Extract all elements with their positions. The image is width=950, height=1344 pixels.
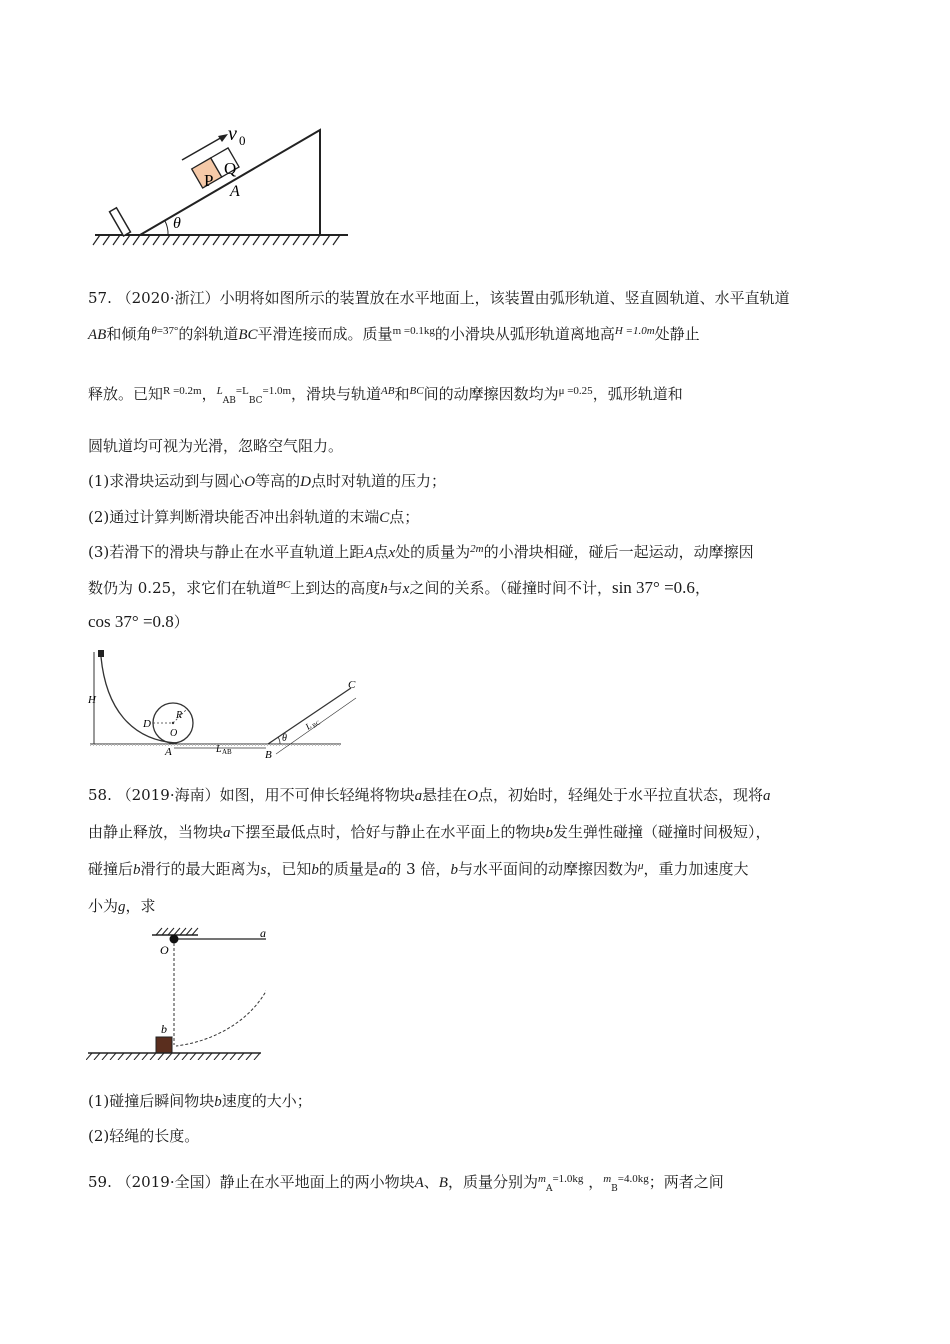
q58-line3 [88,859,749,881]
q57-t: ，弧形轨道和 [592,385,683,403]
q57-t: 数仍为 0.25，求它们在轨道 [88,579,277,597]
q57-t: 处的质量为 [395,543,471,561]
fig2-H: H [88,694,96,706]
q57-cos: cos 37° =0.8 [88,612,174,631]
q57-part3c [88,612,189,632]
q57-t: 与 [387,579,403,597]
q58-t: (1)碰撞后瞬间物块 [88,1092,215,1110]
q58-v: O [467,788,478,804]
figure-pendulum [86,925,266,1060]
q57-t: 点； [389,508,420,526]
q57-t: 点 [373,543,389,561]
q57-t: (2)通过计算判断滑块能否冲出斜轨道的末端 [88,508,380,526]
q59-t: 静止在水平地面上的两小物块 [219,1173,415,1191]
fig2-A: A [165,746,172,758]
q58-v: b [311,862,319,878]
q57-t: 间的动摩擦因数均为 [423,385,559,403]
q58-line1 [88,785,770,806]
q57-2m: 2m [470,543,484,555]
q59-v: A [414,1175,424,1191]
q58-part1 [88,1091,312,1112]
q57-t: 上到达的高度 [290,579,381,597]
q57-d: D [300,474,311,490]
q57-x: x [388,545,396,561]
q58-line2 [88,822,771,843]
q57-t: 的小滑块从弧形轨道离地高 [434,325,615,343]
fig2-C: C [348,679,356,691]
q58-t: ，重力加速度大 [643,860,749,878]
q59-v: B [438,1175,448,1191]
q57-t: 点时对轨道的压力； [310,472,446,490]
q57-part2 [88,507,419,528]
figure-incline-pq [90,118,355,248]
q58-v: a [762,788,771,804]
q58-v: b [133,862,141,878]
fig2-R: R [176,710,183,721]
figure-track [86,648,361,760]
q58-t: ，求 [125,897,156,915]
q57-t: 处静止 [654,325,700,343]
q58-g: g [118,899,126,915]
q58-t: 如图，用不可伸长轻绳将物块 [219,786,415,804]
q59-source: （2019·全国） [116,1173,220,1191]
q59-t: 、 [423,1173,439,1191]
fig2-lbc-sub: BC [311,720,322,730]
q57-t: ， [201,385,217,403]
q57-t: 和倾角 [106,325,152,343]
fig2-lab: L [216,744,222,755]
q59-t: ；两者之间 [648,1173,724,1191]
q57-text: 小明将如图所示的装置放在水平地面上，该装置由弧形轨道、竖直圆轨道、水平直轨道 [219,289,790,307]
q57-t: 平滑连接而成。质量 [257,325,393,343]
fig3-O: O [160,943,169,957]
q58-t: 点，初始时，轻绳处于水平拉直状态，现将 [477,786,763,804]
q58-t: 小为 [88,897,119,915]
fig2-lbc: L [303,720,314,732]
q57-source: （2020·浙江） [116,289,220,307]
q58-v: b [214,1094,222,1110]
q58-v: a [223,825,231,841]
q59-t: ， [588,1173,604,1191]
q57-lval: =1.0m [262,385,292,397]
fig2-B: B [265,749,272,760]
q58-t: 下摆至最低点时，恰好与静止在水平面上的物块 [230,823,546,841]
q57-ab: AB [88,327,107,343]
q58-t: 滑行的最大距离为 [140,860,261,878]
q57-line4: 圆轨道均可视为光滑，忽略空气阻力。 [88,437,344,455]
q57-t: 之间的关系。（碰撞时间不计， [409,579,612,597]
q58-v: a [378,862,387,878]
q57-o: O [244,474,256,490]
q57-t: 的小滑块相碰，碰后一起运动，动摩擦因 [483,543,754,561]
q59-number: 59. [88,1173,112,1191]
fig3-a: a [260,926,266,940]
q57-t: 和 [394,385,410,403]
q57-part3 [88,542,754,564]
fig2-theta: θ [282,733,287,744]
fig1-Q: Q [224,159,237,178]
q57-mass: m =0.1kg [392,325,435,337]
q57-t: (1)求滑块运动到与圆心 [88,472,245,490]
q59-mb-sub: B [611,1184,618,1194]
q58-t: 与水平面间的动摩擦因数为 [458,860,639,878]
q58-t: 的 3 倍， [386,860,451,878]
q57-a: A [364,545,374,561]
q58-t: 的质量是 [318,860,379,878]
q59-ma: m [537,1173,546,1185]
q57-mu: μ =0.25 [558,385,593,397]
q57-bc2: BC [409,385,424,397]
q58-mu: μ [638,860,644,872]
q57-ab2: AB [381,385,395,397]
q58-v: b [545,825,554,841]
fig1-P: P [204,171,214,190]
fig2-lab-sub: AB [222,748,232,756]
q57-lsub: BC [248,396,263,406]
q58-v: b [450,862,458,878]
q58-number: 58. [88,786,112,804]
q58-t: ，已知 [266,860,312,878]
q57-height: H =1.0m [614,325,655,337]
q59-line1 [88,1172,724,1199]
q57-t: 释放。已知 [88,385,164,403]
q58-t: 发生弹性碰撞（碰撞时间极短）， [553,823,771,841]
q58-line4 [88,896,156,917]
fig2-O: O [170,728,178,739]
q57-c: C [379,510,390,526]
q57-h: h [380,581,388,597]
q58-v: s [260,862,267,878]
q57-leq: =L [235,385,249,397]
q57-part1 [88,471,446,492]
fig1-theta: θ [173,215,181,232]
q57-t: 等高的 [255,472,301,490]
fig3-b: b [161,1022,167,1036]
q57-part3b [88,578,710,600]
q58-t: 速度的大小； [221,1092,312,1110]
q58-t: 悬挂在 [422,786,468,804]
q59-mb: m [603,1173,612,1185]
q59-ma-val: =1.0kg [552,1173,584,1185]
q57-line3 [88,384,683,411]
q58-t: 由静止释放，当物块 [88,823,224,841]
q58-t: 碰撞后 [88,860,134,878]
q58-part2: (2)轻绳的长度。 [88,1127,200,1145]
q57-t: 的斜轨道 [178,325,239,343]
q58-source: （2019·海南） [116,786,220,804]
q58-v: a [414,788,423,804]
q57-number: 57. [88,289,112,307]
q57-radius: R =0.2m [163,385,202,397]
q57-theta: θ [151,325,157,337]
q59-ma-sub: A [545,1184,553,1194]
fig1-v0-sub: 0 [239,133,246,148]
fig1-A: A [230,183,240,200]
q57-line2 [88,324,700,346]
q57-l: L [216,385,223,397]
q57-t: ， [694,579,710,597]
q57-theta-val: =37° [156,325,179,337]
q57-x2: x [402,581,410,597]
q57-t: ，滑块与轨道 [291,385,382,403]
q57-sin: sin 37° =0.6 [611,578,695,597]
q59-t: ，质量分别为 [447,1173,538,1191]
fig2-D: D [143,718,151,730]
q57-bc: BC [238,327,258,343]
q57-bc3: BC [276,579,291,591]
fig1-v0: v [228,123,237,145]
q57-line1 [88,288,790,308]
q57-lsub: AB [222,396,236,406]
q59-mb-val: =4.0kg [617,1173,649,1185]
q57-t: ） [173,613,189,631]
q57-t: (3)若滑下的滑块与静止在水平直轨道上距 [88,543,365,561]
